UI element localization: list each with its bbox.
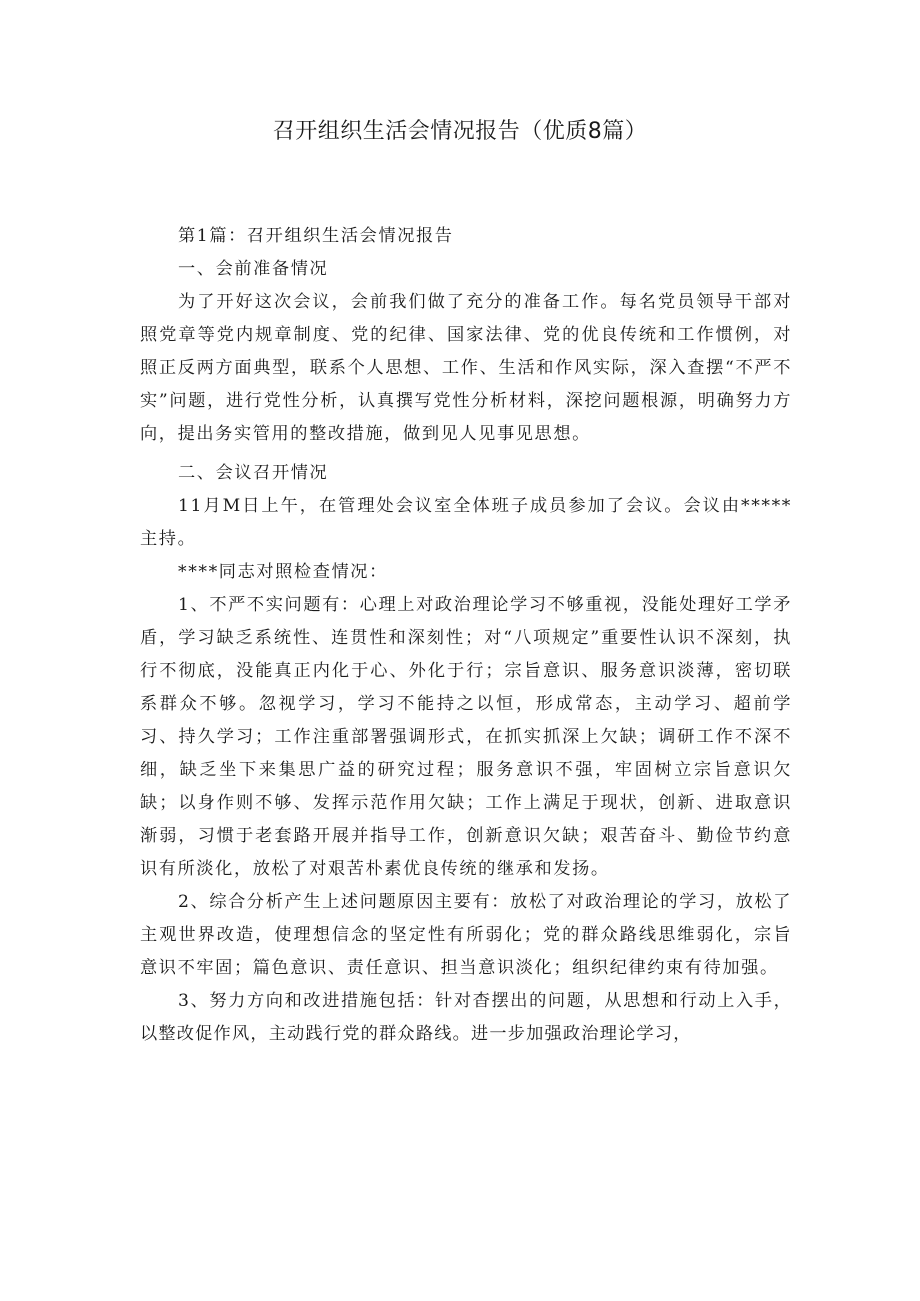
paragraph-causes: 2、综合分析产生上述问题原因主要有：放松了对政治理论的学习，放松了主观世界改造，使理想信念的坚定性有所弱化；党的群众路线思维弱化，宗旨意识不牢固；篇色意识、责任意识、担当意识淡化；组织纪律约束有待加强。 [140, 892, 792, 978]
paragraph-preparation: 为了开好这次会议，会前我们做了充分的准备工作。每名党员领导干部对照党章等党内规章制度、党的纪律、国家法律、党的优良传统和工作惯例，对照正反两方面典型，联系个人思想、工作、生活和作风实际，深入查摆“不严不实”问题，进行党性分析，认真撰写党性分析材料，深挖问题根源，明确努力方向，提出务实管用的整改措施，做到见人见事见思想。 [140, 292, 792, 444]
paragraph-meeting: 11月M日上午，在管理处会议室全体班子成员参加了会议。会议由*****主持。 [140, 496, 792, 549]
section-heading-meeting: 二、会议召开情况 [178, 463, 329, 483]
paragraph-self-check: ****同志对照检查情况： [178, 562, 388, 582]
document-title: 召开组织生活会情况报告（优质8篇） [272, 119, 648, 144]
chapter-heading: 第1篇：召开组织生活会情况报告 [178, 226, 454, 246]
document-body [140, 220, 792, 1051]
section-heading-preparation: 一、会前准备情况 [178, 259, 329, 279]
paragraph-measures: 3、努力方向和改进措施包括：针对杳摆出的问题，从思想和行动上入手，以整改促作风，主动践行党的群众路线。进一步加强政治理论学习， [140, 991, 792, 1044]
paragraph-problems: 1、不严不实问题有：心理上对政治理论学习不够重视，没能处理好工学矛盾，学习缺乏系统性、连贯性和深刻性；对“八项规定”重要性认识不深刻，执行不彻底，没能真正内化于心、外化于行；宗旨意识、服务意识淡薄，密切联系群众不够。忽视学习，学习不能持之以恒，形成常态，主动学习、超前学习、持久学习；工作注重部署强调形式，在抓实抓深上欠缺；调研工作不深不细，缺乏坐下来集思广益的研究过程；服务意识不强，牢固树立宗旨意识欠缺；以身作则不够、发挥示范作用欠缺；工作上满足于现状，创新、进取意识渐弱，习惯于老套路开展并指导工作，创新意识欠缺；艰苦奋斗、勤俭节约意识有所淡化，放松了对艰苦朴素优良传统的继承和发扬。 [140, 595, 792, 879]
